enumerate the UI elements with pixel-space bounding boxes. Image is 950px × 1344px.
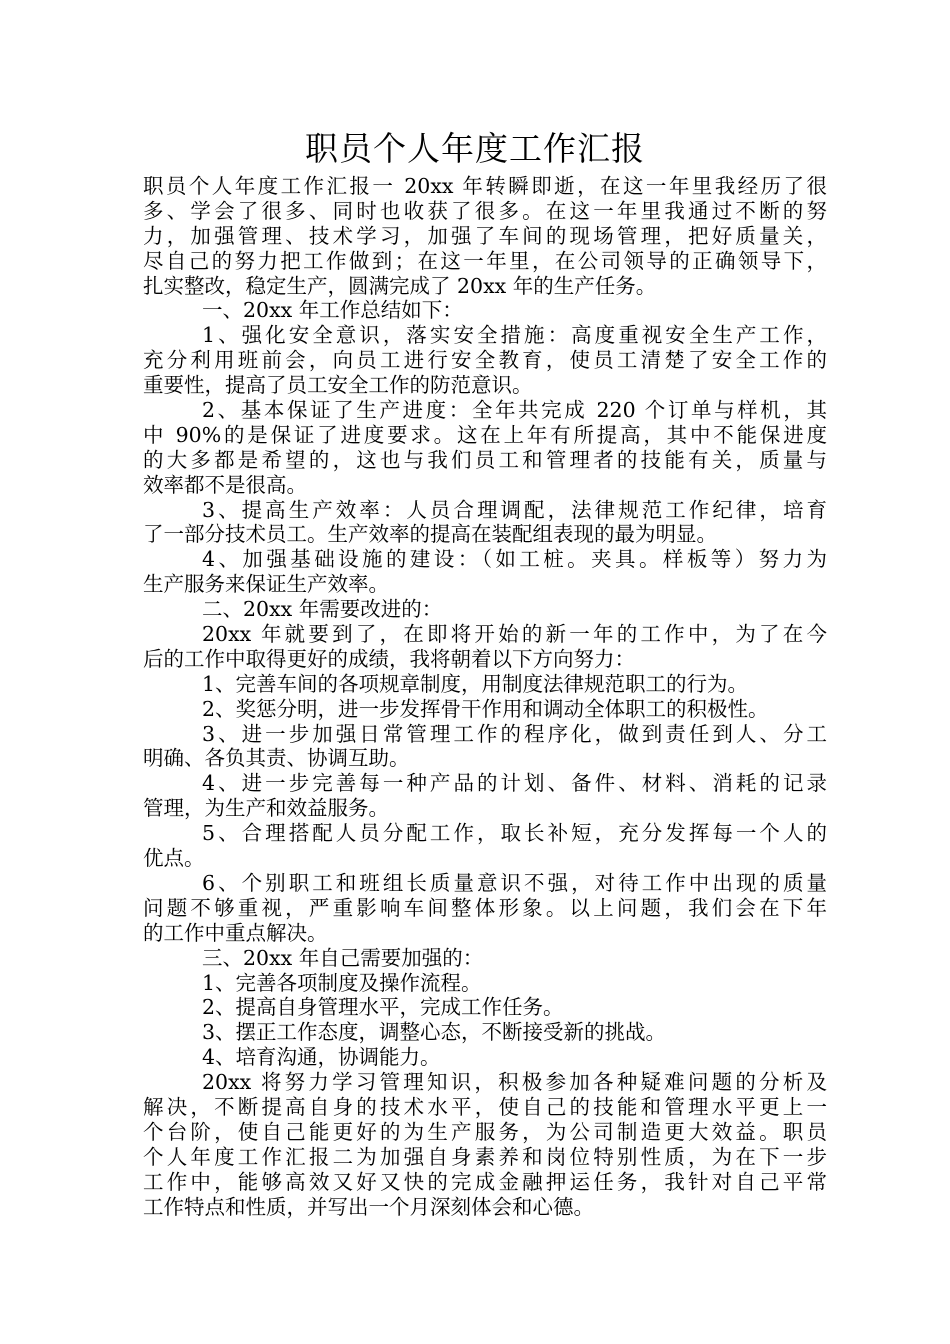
document-title: 职员个人年度工作汇报 — [305, 129, 645, 168]
body-text-line: 20xx 年就要到了，在即将开始的新一年的工作中，为了在今 — [202, 622, 827, 647]
body-text-line: 1、完善车间的各项规章制度，用制度法律规范职工的行为。 — [202, 671, 749, 696]
body-text-line: 2、奖惩分明，进一步发挥骨干作用和调动全体职工的积极性。 — [202, 696, 769, 721]
body-text-line: 个台阶，使自己能更好的为生产服务，为公司制造更大效益。职员 — [143, 1119, 827, 1144]
body-text-line: 1、完善各项制度及操作流程。 — [202, 970, 482, 995]
body-text-line: 管理，为生产和效益服务。 — [143, 796, 389, 821]
body-text-line: 问题不够重视，严重影响车间整体形象。以上问题，我们会在下年 — [143, 895, 827, 920]
body-text-line: 20xx 将努力学习管理知识，积极参加各种疑难问题的分析及 — [202, 1070, 827, 1095]
body-text-line: 力，加强管理、技术学习，加强了车间的现场管理，把好质量关， — [143, 223, 827, 248]
body-text-line: 6、个别职工和班组长质量意识不强，对待工作中出现的质量 — [202, 870, 827, 895]
body-text-line: 的大多都是希望的，这也与我们员工和管理者的技能有关，质量与 — [143, 447, 827, 472]
body-text-line: 解决，不断提高自身的技术水平，使自己的技能和管理水平更上一 — [143, 1094, 827, 1119]
body-text-line: 3、提高生产效率：人员合理调配，法律规范工作纪律，培育 — [202, 497, 827, 522]
body-text-line: 工作中，能够高效又好又快的完成金融押运任务，我针对自己平常 — [143, 1169, 827, 1194]
body-text-line: 充分利用班前会，向员工进行安全教育，使员工清楚了安全工作的 — [143, 348, 827, 373]
body-text-line: 明确、各负其责、协调互助。 — [143, 746, 410, 771]
body-text-line: 了一部分技术员工。生产效率的提高在装配组表现的最为明显。 — [143, 522, 717, 547]
body-text-line: 职员个人年度工作汇报一 20xx 年转瞬即逝，在这一年里我经历了很 — [143, 174, 827, 198]
body-text-line: 个人年度工作汇报二为加强自身素养和岗位特别性质，为在下一步 — [143, 1144, 827, 1169]
body-text-line: 中 90%的是保证了进度要求。这在上年有所提高，其中不能保进度 — [143, 422, 827, 447]
body-text-line: 2、提高自身管理水平，完成工作任务。 — [202, 995, 564, 1020]
body-text-line: 扎实整改，稳定生产，圆满完成了 20xx 年的生产任务。 — [143, 273, 657, 298]
body-text-line: 重要性，提高了员工安全工作的防范意识。 — [143, 373, 533, 398]
body-text-line: 生产服务来保证生产效率。 — [143, 572, 389, 597]
body-text-line: 4、培育沟通，协调能力。 — [202, 1045, 441, 1070]
body-text-line: 3、摆正工作态度，调整心态，不断接受新的挑战。 — [202, 1020, 667, 1045]
body-text-line: 2、基本保证了生产进度：全年共完成 220 个订单与样机，其 — [202, 398, 827, 423]
body-text-line: 1、强化安全意识，落实安全措施：高度重视安全生产工作， — [202, 323, 827, 348]
body-text-line: 优点。 — [143, 846, 205, 871]
body-text-line: 3、进一步加强日常管理工作的程序化，做到责任到人、分工 — [202, 721, 827, 746]
body-text-line: 效率都不是很高。 — [143, 472, 307, 497]
body-text-line: 后的工作中取得更好的成绩，我将朝着以下方向努力： — [143, 646, 635, 671]
body-text-line: 二、20xx 年需要改进的： — [202, 597, 443, 622]
body-text-line: 工作特点和性质，并写出一个月深刻体会和心德。 — [143, 1194, 594, 1219]
document-body — [143, 174, 827, 1219]
body-text-line: 多、学会了很多、同时也收获了很多。在这一年里我通过不断的努 — [143, 198, 827, 223]
body-text-line: 4、加强基础设施的建设：（如工桩。夹具。样板等）努力为 — [202, 547, 827, 572]
body-text-line: 5、合理搭配人员分配工作，取长补短，充分发挥每一个人的 — [202, 821, 827, 846]
body-text-line: 的工作中重点解决。 — [143, 920, 328, 945]
body-text-line: 一、20xx 年工作总结如下： — [202, 298, 463, 323]
body-text-line: 4、进一步完善每一种产品的计划、备件、材料、消耗的记录 — [202, 771, 827, 796]
body-text-line: 尽自己的努力把工作做到；在这一年里，在公司领导的正确领导下， — [143, 248, 827, 273]
body-text-line: 三、20xx 年自己需要加强的： — [202, 945, 484, 970]
